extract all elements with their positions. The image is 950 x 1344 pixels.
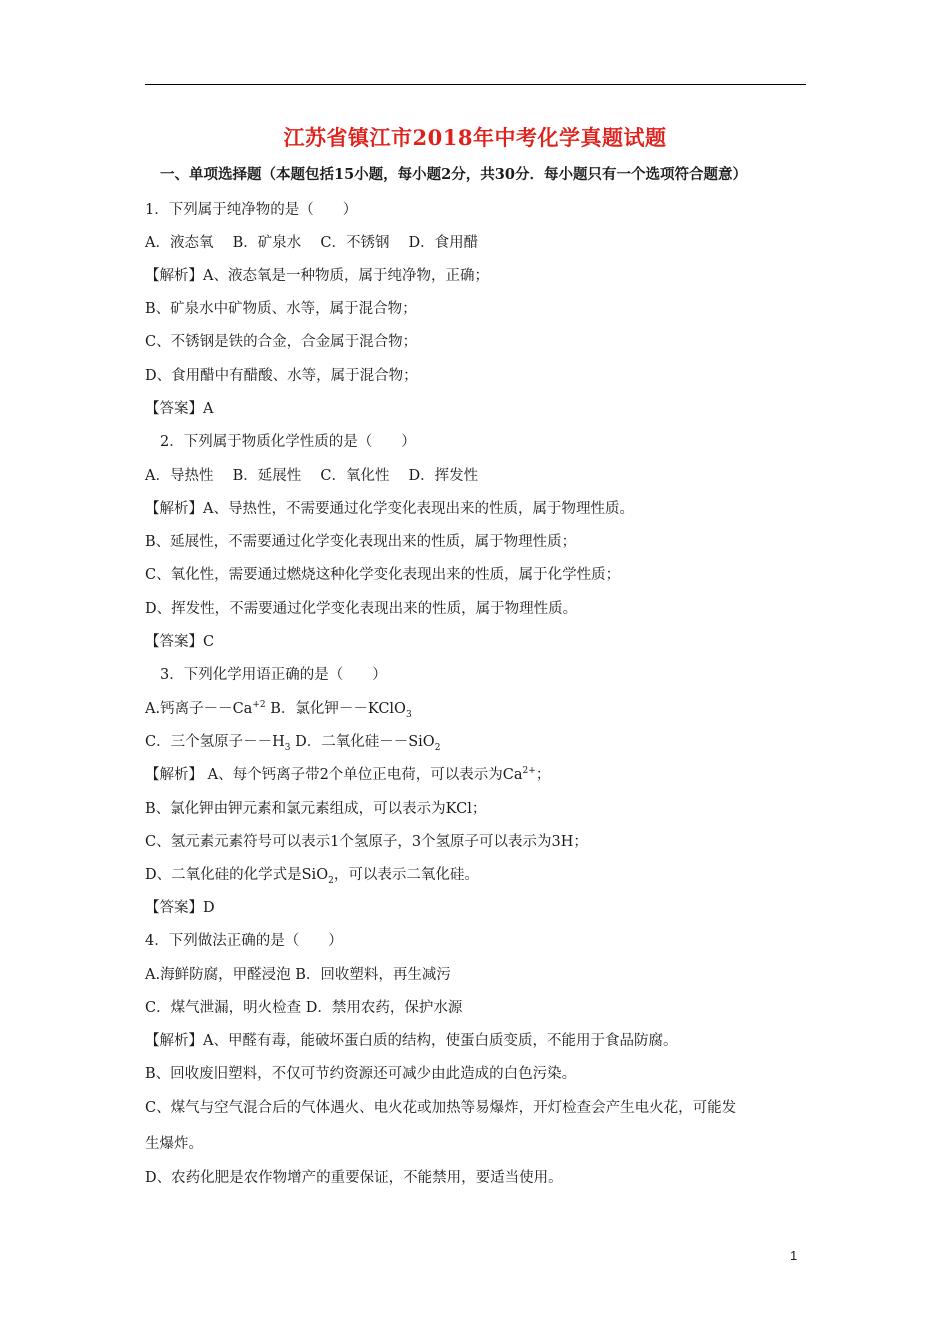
analysis-a-end: ； xyxy=(535,767,551,783)
question-4-analysis-b: B、回收废旧塑料，不仅可节约资源还可减少由此造成的白色污染。 xyxy=(145,1066,577,1082)
question-4-stem: 4．下列做法正确的是（ ） xyxy=(145,933,343,949)
question-1-answer: 【答案】A xyxy=(145,401,214,417)
question-2-analysis-c: C、氧化性，需要通过燃烧这种化学变化表现出来的性质，属于化学性质； xyxy=(145,567,621,583)
question-1-options: A．液态氧 B．矿泉水 C．不锈钢 D．食用醋 xyxy=(145,235,479,251)
option-a-charge: +2 xyxy=(252,700,266,711)
question-1-analysis-d: D、食用醋中有醋酸、水等，属于混合物； xyxy=(145,368,418,384)
section-heading: 一、单项选择题（本题包括15小题，每小题2分，共30分．每小题只有一个选项符合题意） xyxy=(160,166,747,183)
question-1-analysis-b: B、矿泉水中矿物质、水等，属于混合物； xyxy=(145,301,417,317)
option-d-subscript: 2 xyxy=(434,742,441,753)
analysis-d-end: ，可以表示二氧化硅。 xyxy=(333,867,479,883)
option-b-text: B．氯化钾－－KClO xyxy=(265,701,406,717)
page-number: 1 xyxy=(790,1248,798,1263)
question-4-options-ab: A.海鲜防腐，甲醛浸泡 B．回收塑料，再生减污 xyxy=(145,967,451,983)
analysis-a-charge: 2+ xyxy=(522,766,536,777)
header-rule xyxy=(145,84,806,85)
question-2-answer: 【答案】C xyxy=(145,634,215,650)
question-2-options: A．导热性 B．延展性 C．氧化性 D．挥发性 xyxy=(145,468,479,484)
question-3-analysis-a xyxy=(145,763,550,784)
question-1-analysis-a: 【解析】A、液态氧是一种物质，属于纯净物，正确； xyxy=(145,268,489,284)
question-2-stem: 2．下列属于物质化学性质的是（ ） xyxy=(160,434,416,450)
analysis-d-subscript: 2 xyxy=(328,875,334,886)
question-3-answer: 【答案】D xyxy=(145,900,215,916)
question-4-options-cd: C．煤气泄漏，明火检查 D．禁用农药，保护水源 xyxy=(145,1000,463,1016)
option-c-subscript: 3 xyxy=(284,742,291,753)
option-c-text: C．三个氢原子－－H xyxy=(145,734,285,750)
question-1-analysis-c: C、不锈钢是铁的合金，合金属于混合物； xyxy=(145,334,418,350)
option-d-text: D．二氧化硅－－SiO xyxy=(290,734,435,750)
question-3-analysis-d xyxy=(145,863,479,884)
question-4-analysis-a: 【解析】A、甲醛有毒，能破坏蛋白质的结构，使蛋白质变质，不能用于食品防腐。 xyxy=(145,1033,678,1049)
question-2-analysis-b: B、延展性，不需要通过化学变化表现出来的性质，属于物理性质； xyxy=(145,534,577,550)
question-4-analysis-c: C、煤气与空气混合后的气体遇火、电火花或加热等易爆炸，开灯检查会产生电火花，可能发 xyxy=(145,1100,737,1116)
analysis-d-text: D、二氧化硅的化学式是SiO xyxy=(145,867,329,883)
question-3-stem: 3．下列化学用语正确的是（ ） xyxy=(160,667,387,683)
question-3-options-cd xyxy=(145,730,440,751)
question-4-analysis-d: D、农药化肥是农作物增产的重要保证，不能禁用，要适当使用。 xyxy=(145,1170,563,1186)
question-2-analysis-a: 【解析】A、导热性，不需要通过化学变化表现出来的性质，属于物理性质。 xyxy=(145,501,634,517)
question-3-analysis-b: B、氯化钾由钾元素和氯元素组成，可以表示为KCl； xyxy=(145,801,487,817)
question-4-analysis-c-cont: 生爆炸。 xyxy=(145,1136,203,1152)
question-3-analysis-c: C、氢元素元素符号可以表示1个氢原子，3个氢原子可以表示为3H； xyxy=(145,834,588,850)
option-b-subscript: 3 xyxy=(405,709,412,720)
question-1-stem: 1．下列属于纯净物的是（ ） xyxy=(145,202,358,218)
question-3-options-ab xyxy=(145,697,412,718)
question-2-analysis-d: D、挥发性，不需要通过化学变化表现出来的性质，属于物理性质。 xyxy=(145,601,578,617)
analysis-a-text: 【解析】 A、每个钙离子带2个单位正电荷，可以表示为Ca xyxy=(145,767,523,783)
option-a-text: A.钙离子－－Ca xyxy=(145,701,253,717)
page-title: 江苏省镇江市2018年中考化学真题试题 xyxy=(283,125,667,150)
